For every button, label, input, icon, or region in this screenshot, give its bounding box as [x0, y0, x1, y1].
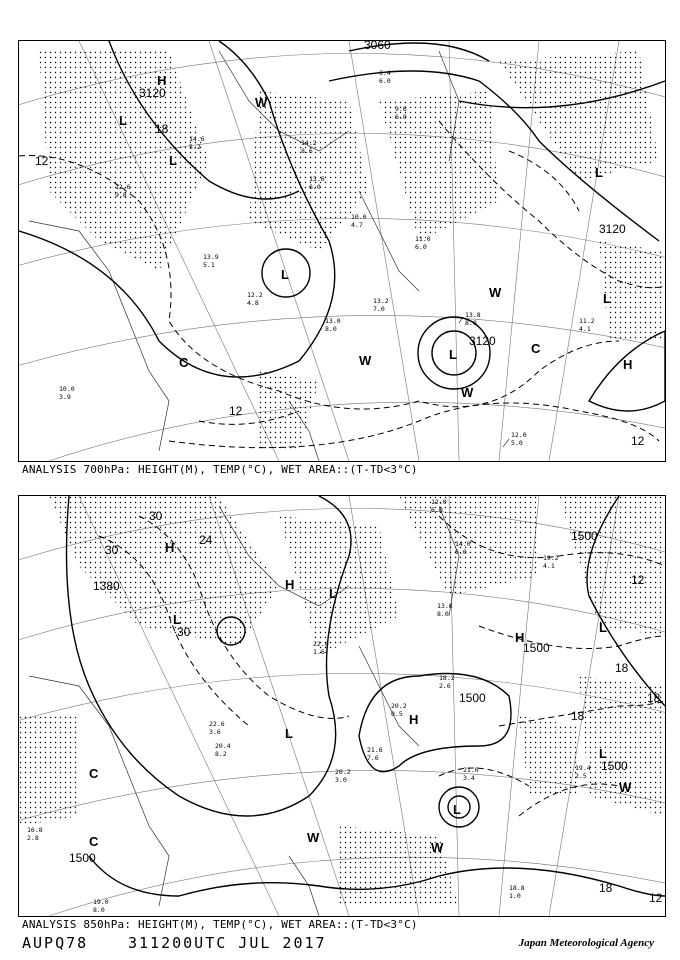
station-plot — [463, 766, 479, 782]
station-dewpoint-depression: 8.0 — [465, 319, 477, 327]
station-plot — [335, 768, 351, 784]
station-dewpoint-depression: 5.1 — [203, 261, 215, 269]
cold-center: C — [89, 766, 99, 781]
warm-center: W — [489, 285, 502, 300]
station-temp: 20.2 — [335, 768, 351, 776]
station-plot — [543, 554, 559, 570]
station-temp: 18.8 — [509, 884, 525, 892]
station-dewpoint-depression: 4.8 — [247, 299, 259, 307]
station-plot — [503, 431, 527, 447]
station-plot — [415, 235, 431, 251]
station-temp: 13.8 — [465, 311, 481, 319]
temperature-label: 24 — [199, 533, 213, 547]
station-temp: 20.2 — [391, 702, 407, 710]
station-plot — [215, 742, 231, 758]
station-temp: 12.6 — [115, 183, 131, 191]
temperature-label: 30 — [177, 625, 191, 639]
warm-center: W — [431, 840, 444, 855]
chart-850hpa — [18, 495, 666, 917]
low-pressure-center: L — [453, 802, 461, 817]
station-dewpoint-depression: 2.8 — [27, 834, 39, 842]
warm-center: W — [307, 830, 320, 845]
station-temp: 6.4 — [379, 69, 391, 77]
height-label: 3060 — [364, 41, 391, 52]
map-700hpa-canvas — [19, 41, 665, 461]
low-pressure-center: L — [173, 612, 181, 627]
station-dewpoint-depression: 3.6 — [209, 728, 221, 736]
low-pressure-center: L — [285, 726, 293, 741]
low-pressure-center: L — [599, 620, 607, 635]
station-dewpoint-depression: 3.9 — [59, 393, 71, 401]
high-pressure-center: H — [165, 540, 175, 555]
height-label: 1500 — [69, 851, 96, 865]
station-temp: 11.2 — [579, 317, 595, 325]
station-plot — [395, 105, 407, 121]
temperature-label: 12 — [631, 573, 645, 587]
issuing-agency: Japan Meteorological Agency — [518, 937, 654, 949]
high-pressure-center: H — [285, 577, 295, 592]
station-dewpoint-depression: 2.6 — [439, 682, 451, 690]
station-plot — [373, 297, 389, 313]
cold-center: C — [89, 834, 99, 849]
station-dewpoint-depression: 0.5 — [391, 710, 403, 718]
station-plot — [59, 385, 75, 401]
station-temp: 19.0 — [93, 898, 109, 906]
temperature-label: 30 — [149, 509, 163, 523]
station-dewpoint-depression: 2.5 — [575, 772, 587, 780]
station-temp: 22.0 — [313, 640, 329, 648]
station-plot — [439, 674, 455, 690]
high-pressure-center: H — [409, 712, 419, 727]
height-label: 3120 — [139, 86, 166, 100]
cold-center: C — [179, 355, 189, 370]
bulletin-code: AUPQ78 — [22, 934, 89, 952]
low-pressure-center: L — [169, 153, 177, 168]
station-plot — [437, 602, 453, 618]
chart-700hpa — [18, 40, 666, 462]
wet-areas — [19, 496, 665, 906]
map-850hpa-canvas — [19, 496, 665, 916]
station-plot — [247, 291, 263, 307]
station-dewpoint-depression: 7.6 — [367, 754, 379, 762]
station-temp: 19.4 — [575, 764, 591, 772]
high-pressure-center: H — [157, 73, 167, 88]
station-dewpoint-depression: 8.0 — [93, 906, 105, 914]
station-dewpoint-depression: 5.2 — [189, 143, 201, 151]
station-plot — [379, 69, 391, 85]
station-plot — [209, 720, 225, 736]
height-label: 1500 — [571, 529, 598, 543]
station-dewpoint-depression: 1.6 — [313, 648, 325, 656]
station-temp: 13.2 — [373, 297, 389, 305]
low-pressure-center: L — [281, 267, 289, 282]
temperature-label: 12 — [631, 434, 645, 448]
station-temp: 20.4 — [215, 742, 231, 750]
station-plot — [367, 746, 383, 762]
station-plot — [351, 213, 367, 229]
station-plot — [391, 702, 407, 718]
station-temp: 12.0 — [431, 498, 447, 506]
high-pressure-center: H — [623, 357, 633, 372]
warm-center: W — [255, 95, 268, 110]
station-dewpoint-depression: 4.1 — [579, 325, 591, 333]
station-dewpoint-depression: 6.0 — [455, 548, 467, 556]
low-pressure-center: L — [119, 113, 127, 128]
chart-caption-850hpa: ANALYSIS 850hPa: HEIGHT(M), TEMP(°C), WET AREA::(T-TD<3°C) — [22, 918, 418, 931]
height-label: 1380 — [93, 579, 120, 593]
station-temp: 12.2 — [247, 291, 263, 299]
station-plot — [203, 253, 219, 269]
station-temp: 16.8 — [27, 826, 43, 834]
station-temp: 21.6 — [367, 746, 383, 754]
low-pressure-center: L — [449, 347, 457, 362]
station-dewpoint-depression: 6.0 — [415, 243, 427, 251]
station-dewpoint-depression: 6.0 — [431, 506, 443, 514]
station-temp: 10.0 — [351, 213, 367, 221]
low-pressure-center: L — [599, 746, 607, 761]
station-temp: 13.9 — [203, 253, 219, 261]
station-plot — [27, 826, 43, 842]
station-temp: 13.6 — [437, 602, 453, 610]
temperature-label: 18 — [599, 881, 613, 895]
warm-center: W — [619, 780, 632, 795]
valid-time: 311200UTC JUL 2017 — [128, 934, 327, 952]
low-pressure-center: L — [595, 165, 603, 180]
height-label: 1500 — [523, 641, 550, 655]
station-temp: 11.0 — [415, 235, 431, 243]
temperature-label: 18 — [647, 691, 661, 705]
station-temp: 12.0 — [511, 431, 527, 439]
station-dewpoint-depression: 4.7 — [351, 221, 363, 229]
cold-center: C — [531, 341, 541, 356]
station-temp: 18.2 — [439, 674, 455, 682]
station-dewpoint-depression: 6.0 — [309, 183, 321, 191]
station-dewpoint-depression: 8.2 — [215, 750, 227, 758]
station-temp: 19.2 — [543, 554, 559, 562]
station-dewpoint-depression: 3.4 — [463, 774, 475, 782]
station-temp: 13.0 — [325, 317, 341, 325]
temperature-label: 30 — [105, 543, 119, 557]
station-dewpoint-depression: 7.0 — [373, 305, 385, 313]
low-pressure-center: L — [603, 291, 611, 306]
wet-areas — [39, 51, 664, 451]
station-dewpoint-depression: 8.0 — [325, 325, 337, 333]
chart-caption-700hpa: ANALYSIS 700hPa: HEIGHT(M), TEMP(°C), WET AREA::(T-TD<3°C) — [22, 463, 418, 476]
station-temp: 22.6 — [209, 720, 225, 728]
station-plot — [93, 898, 109, 914]
station-dewpoint-depression: 3.0 — [335, 776, 347, 784]
station-temp: 10.0 — [59, 385, 75, 393]
station-dewpoint-depression: 6.0 — [395, 113, 407, 121]
station-plot — [579, 317, 595, 333]
station-dewpoint-depression: 6.0 — [379, 77, 391, 85]
temperature-label: 18 — [571, 709, 585, 723]
temperature-label: 12 — [649, 891, 663, 905]
height-label: 3120 — [599, 222, 626, 236]
warm-center: W — [359, 353, 372, 368]
warm-center: W — [461, 385, 474, 400]
station-temp: 14.2 — [301, 139, 317, 147]
station-plot — [459, 311, 481, 327]
temperature-label: 18 — [615, 661, 629, 675]
low-pressure-center: L — [329, 586, 337, 601]
station-temp: 13.6 — [309, 175, 325, 183]
station-dewpoint-depression: 9.8 — [115, 191, 127, 199]
station-temp: 14.6 — [189, 135, 205, 143]
temperature-label: 12 — [35, 154, 49, 168]
station-plot — [325, 317, 341, 333]
station-dewpoint-depression: 1.0 — [509, 892, 521, 900]
station-dewpoint-depression: 8.0 — [437, 610, 449, 618]
high-pressure-center: H — [515, 630, 525, 645]
station-temp: 9.6 — [395, 105, 407, 113]
station-temp: 21.0 — [463, 766, 479, 774]
station-dewpoint-depression: 5.0 — [511, 439, 523, 447]
temperature-label: 12 — [229, 404, 243, 418]
station-dewpoint-depression: 8.6 — [301, 147, 313, 155]
height-label: 1500 — [459, 691, 486, 705]
height-label: 1500 — [601, 759, 628, 773]
station-plot — [509, 884, 525, 900]
temperature-label: 18 — [155, 122, 169, 136]
station-temp: 14.0 — [455, 540, 471, 548]
station-dewpoint-depression: 4.1 — [543, 562, 555, 570]
height-label: 3120 — [469, 334, 496, 348]
